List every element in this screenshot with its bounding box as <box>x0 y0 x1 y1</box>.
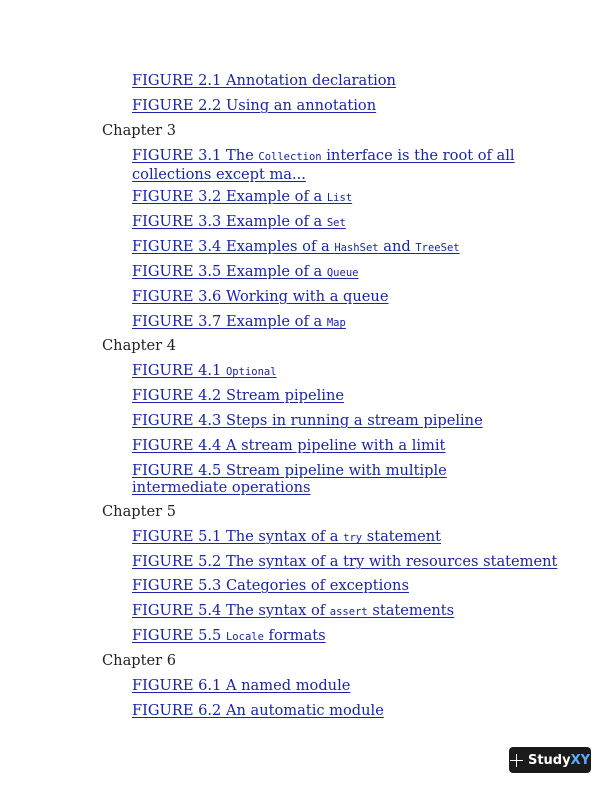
code-span: Set <box>326 217 346 229</box>
toc-link-figure-5-1[interactable] <box>132 528 441 547</box>
brand-main: Study <box>527 752 571 768</box>
toc-link-figure-4-2[interactable]: FIGURE 4.2 Stream pipeline <box>132 387 344 404</box>
brand-name <box>528 753 590 768</box>
brand-accent: XY <box>570 752 591 768</box>
code-span: assert <box>329 606 368 618</box>
code-span: Map <box>326 317 346 329</box>
toc-link-figure-3-7[interactable] <box>132 313 346 332</box>
chapter-heading-6: Chapter 6 <box>102 652 177 669</box>
toc-link-figure-5-4[interactable] <box>132 602 454 621</box>
toc-link-figure-5-3[interactable]: FIGURE 5.3 Categories of exceptions <box>132 577 409 594</box>
code-span: Collection <box>258 151 322 163</box>
link-text: FIGURE 3.4 Examples of a <box>132 238 335 255</box>
code-span: Optional <box>225 366 277 378</box>
toc-link-figure-3-3[interactable] <box>132 213 346 232</box>
chapter-heading-5: Chapter 5 <box>102 503 177 520</box>
code-span: Locale <box>225 631 264 643</box>
toc-link-figure-4-5[interactable]: FIGURE 4.5 Stream pipeline with multiple intermediate operations <box>132 462 447 496</box>
code-span: List <box>326 192 353 204</box>
chapter-heading-3: Chapter 3 <box>102 122 177 139</box>
link-text: FIGURE 3.1 The <box>132 147 259 164</box>
code-span: Queue <box>326 267 359 279</box>
toc-link-figure-4-1[interactable] <box>132 362 277 381</box>
code-span: TreeSet <box>415 242 460 254</box>
toc-link-figure-3-1[interactable] <box>132 147 517 183</box>
toc-link-figure-4-4[interactable]: FIGURE 4.4 A stream pipeline with a limit <box>132 437 446 454</box>
plus-icon <box>510 754 523 767</box>
link-text: interface is the root of all collections except ma... <box>132 147 515 183</box>
toc-link-figure-2-1[interactable]: FIGURE 2.1 Annotation declaration <box>132 72 396 89</box>
toc-link-figure-3-4[interactable] <box>132 238 460 257</box>
toc-link-figure-4-3[interactable]: FIGURE 4.3 Steps in running a stream pipeline <box>132 412 483 429</box>
toc-link-figure-2-2[interactable]: FIGURE 2.2 Using an annotation <box>132 97 377 114</box>
toc-link-figure-3-5[interactable] <box>132 263 358 282</box>
toc-link-figure-5-2[interactable]: FIGURE 5.2 The syntax of a try with resources statement <box>132 553 558 570</box>
link-text: FIGURE 3.5 Example of a <box>132 263 327 280</box>
link-text: FIGURE 3.3 Example of a <box>132 213 327 230</box>
toc-link-figure-3-6[interactable]: FIGURE 3.6 Working with a queue <box>132 288 389 305</box>
link-text: FIGURE 4.1 <box>132 362 226 379</box>
toc-link-figure-6-2[interactable]: FIGURE 6.2 An automatic module <box>132 702 384 719</box>
link-text: statements <box>367 602 455 619</box>
toc-link-figure-3-2[interactable] <box>132 188 352 207</box>
link-text: FIGURE 5.1 The syntax of a <box>132 528 344 545</box>
link-text: formats <box>263 627 326 644</box>
code-span: HashSet <box>334 242 379 254</box>
chapter-heading-4: Chapter 4 <box>102 337 177 354</box>
toc-link-figure-5-5[interactable] <box>132 627 326 646</box>
link-text: FIGURE 3.2 Example of a <box>132 188 327 205</box>
link-text: statement <box>362 528 442 545</box>
toc-link-figure-6-1[interactable]: FIGURE 6.1 A named module <box>132 677 351 694</box>
link-text: and <box>378 238 416 255</box>
studyxy-badge[interactable] <box>509 747 591 773</box>
link-text: FIGURE 3.7 Example of a <box>132 313 327 330</box>
code-span: try <box>343 532 363 544</box>
link-text: FIGURE 5.5 <box>132 627 226 644</box>
link-text: FIGURE 5.4 The syntax of <box>132 602 330 619</box>
